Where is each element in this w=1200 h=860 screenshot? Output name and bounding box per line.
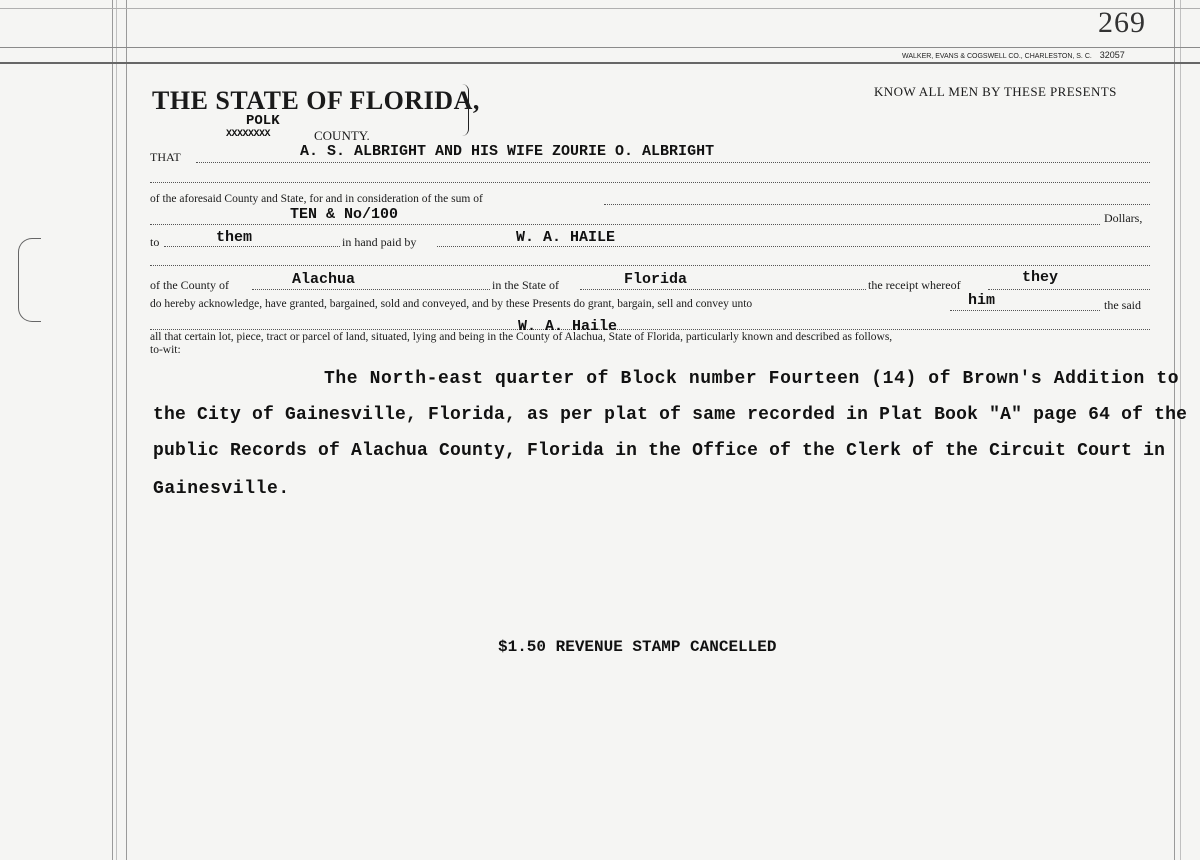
page-number: 269 <box>1098 6 1146 39</box>
punch-hole-mark <box>18 238 41 322</box>
consideration-rule <box>604 204 1150 205</box>
to-label: to <box>150 235 160 249</box>
county-label: COUNTY. <box>314 128 370 143</box>
blank-rule-2 <box>150 265 1150 266</box>
receipt-label: the receipt whereof <box>868 278 961 292</box>
printer-name: WALKER, EVANS & COGSWELL CO., CHARLESTON, S. C. <box>902 53 1092 60</box>
county-struck: XXXXXXXX <box>226 129 271 140</box>
form-number: 32057 <box>1099 50 1125 60</box>
unto-value: him <box>968 292 996 309</box>
know-all-men: KNOW ALL MEN BY THESE PRESENTS <box>874 84 1117 99</box>
description-line-3: public Records of Alachua County, Florida in the Office of the Clerk of the Circuit Court in <box>153 441 1166 461</box>
amount-rule <box>150 224 1100 225</box>
land-label: all that certain lot, piece, tract or parcel of land, situated, lying and being in the County of Alachua, State of Florida, particularly known and described as follows, <box>150 331 893 343</box>
to-value: them <box>216 229 253 246</box>
grantee-value: W. A. Haile <box>518 318 618 335</box>
grantors-value: A. S. ALBRIGHT AND HIS WIFE ZOURIE O. ALBRIGHT <box>300 143 715 160</box>
top-rule <box>0 8 1200 9</box>
county-of-rule <box>252 289 490 290</box>
amount-value: TEN & No/100 <box>290 206 399 223</box>
blank-rule-1 <box>150 182 1150 183</box>
margin-rule-left-inner <box>116 0 117 860</box>
paid-by-label: in hand paid by <box>342 235 417 249</box>
consideration-label: of the aforesaid County and State, for and in consideration of the sum of <box>150 193 483 205</box>
margin-rule-left-2 <box>126 0 127 860</box>
header-rule-bold <box>0 62 1200 64</box>
state-title: THE STATE OF FLORIDA, <box>152 86 480 115</box>
header-rule <box>0 47 1200 48</box>
that-label: THAT <box>150 150 181 164</box>
printer-line <box>902 50 1125 60</box>
to-wit-label: to-wit: <box>150 344 181 356</box>
revenue-stamp-note: $1.50 REVENUE STAMP CANCELLED <box>498 638 777 656</box>
grantee-rule <box>150 329 1150 330</box>
paid-by-rule <box>437 246 1150 247</box>
description-line-2: the City of Gainesville, Florida, as per plat of same recorded in Plat Book "A" page 64 of the <box>153 405 1188 425</box>
description-line-4: Gainesville. <box>153 479 290 499</box>
margin-rule-left <box>112 0 113 860</box>
paid-by-value: W. A. HAILE <box>516 229 616 246</box>
county-of-value: Alachua <box>292 271 356 288</box>
margin-rule-right <box>1174 0 1175 860</box>
state-of-value: Florida <box>624 271 688 288</box>
title-brace <box>462 84 469 136</box>
to-rule <box>164 246 340 247</box>
that-rule <box>196 162 1150 163</box>
unto-rule <box>950 310 1100 311</box>
margin-rule-right-inner <box>1180 0 1181 860</box>
receipt-value: they <box>1022 269 1059 286</box>
acknowledge-label: do hereby acknowledge, have granted, bargained, sold and conveyed, and by these Presents do grant, bargain, sell and convey unto <box>150 298 753 310</box>
the-said-label: the said <box>1104 298 1141 312</box>
receipt-rule <box>988 289 1150 290</box>
county-typed: POLK <box>246 113 280 129</box>
state-of-label: in the State of <box>492 278 559 292</box>
dollars-label: Dollars, <box>1104 211 1143 225</box>
description-line-1: The North-east quarter of Block number Fourteen (14) of Brown's Addition to <box>324 369 1180 389</box>
state-of-rule <box>580 289 866 290</box>
county-of-label: of the County of <box>150 278 229 292</box>
